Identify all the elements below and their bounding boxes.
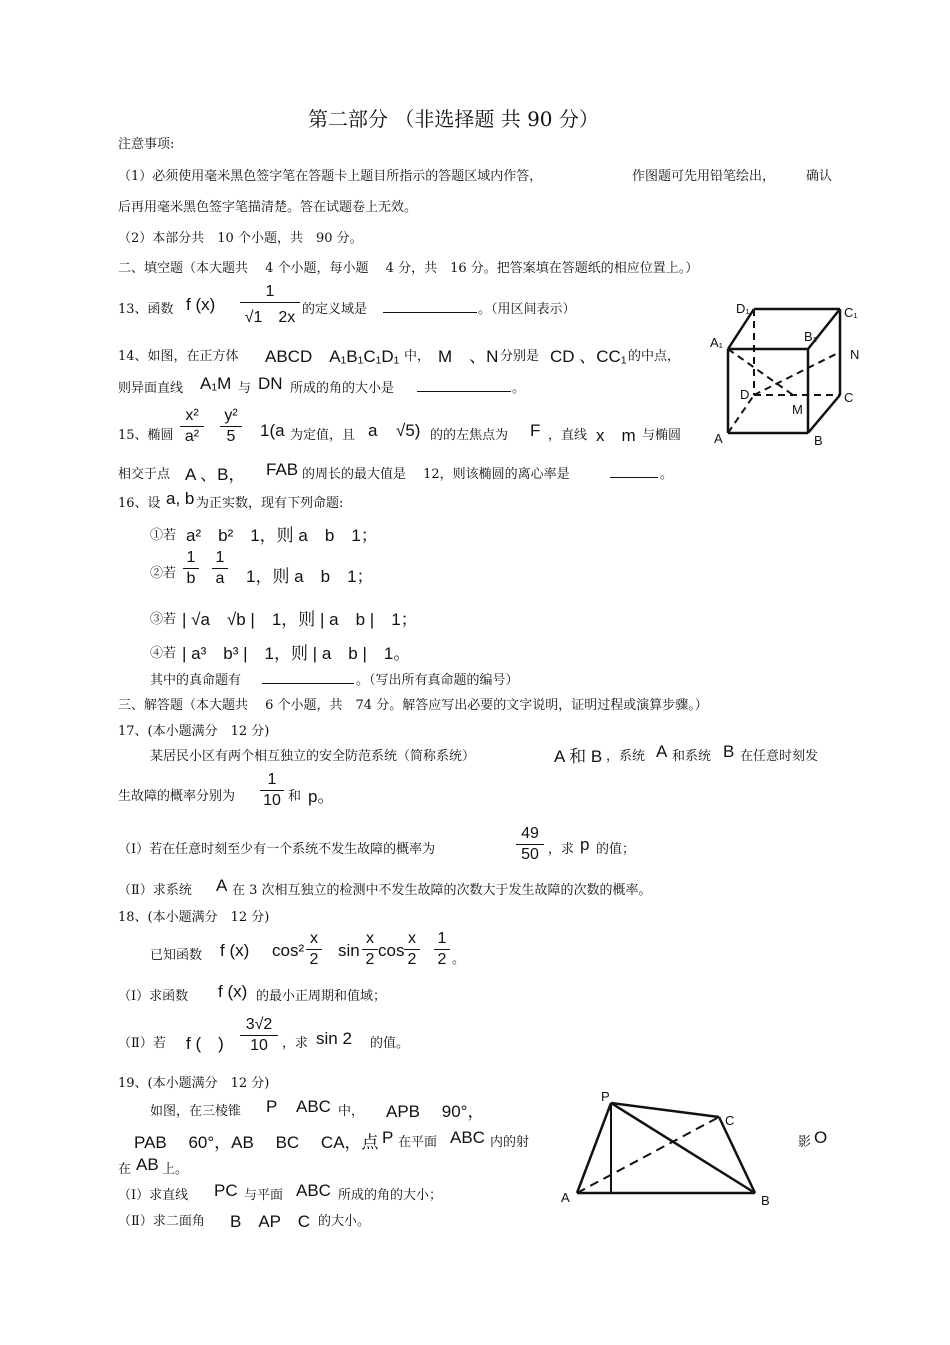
q19-part2-b: 的大小。 bbox=[318, 1214, 371, 1229]
notice-item2: （2）本部分共 10 个小题，共 90 分。 bbox=[118, 231, 363, 246]
q19-ABC: ABC bbox=[296, 1097, 331, 1116]
q18-part2-c: 的值。 bbox=[370, 1036, 410, 1051]
q16-ab: a, b bbox=[166, 489, 195, 508]
q16-claim2-frac2: 1 a bbox=[212, 549, 228, 588]
q13-f: f (x) bbox=[186, 295, 216, 314]
q17-p: p。 bbox=[308, 787, 335, 806]
q17-part2-a: （Ⅱ）求系统 bbox=[118, 883, 192, 898]
q16-text: 为正实数，现有下列命题: bbox=[196, 496, 344, 511]
q15-answer-blank[interactable] bbox=[610, 463, 658, 478]
q16-claim2-label: ②若 bbox=[150, 566, 177, 581]
q18-given: 已知函数 bbox=[150, 948, 203, 963]
q15-line2-b: 的周长的最大值是 12，则该椭圆的离心率是 bbox=[302, 467, 570, 482]
q14-desc: 分别是 bbox=[500, 349, 540, 364]
q14-tail: 的中点， bbox=[628, 349, 681, 364]
q19-line2-b: 在平面 bbox=[398, 1135, 438, 1150]
q13-fraction: 1 √1 2x bbox=[240, 283, 300, 327]
q19-part2-a: （Ⅱ）求二面角 bbox=[118, 1214, 205, 1229]
q13-suffix: 的定义域是 bbox=[302, 302, 368, 317]
page-title: 第二部分 （非选择题 共 90 分） bbox=[308, 107, 599, 131]
cube-label-B1: B₁ bbox=[804, 329, 818, 344]
q19-part2-BAPC: B AP C bbox=[230, 1212, 310, 1231]
q15-xm: x m bbox=[596, 426, 636, 445]
q18-part2-sin: sin 2 bbox=[316, 1029, 352, 1048]
q18-f: f (x) bbox=[220, 941, 250, 960]
q18-part2-b: ，求 bbox=[282, 1036, 309, 1051]
q14-prefix: 14、如图，在正方体 bbox=[118, 349, 239, 364]
q14-line2-a: 则异面直线 bbox=[118, 381, 184, 396]
q19-line3-b: 上。 bbox=[162, 1162, 189, 1177]
cube-figure bbox=[700, 295, 870, 455]
q17-part1-a: （Ⅰ）若在任意时刻至少有一个系统不发生故障的概率为 bbox=[118, 842, 436, 857]
q17-B: B bbox=[723, 742, 735, 761]
q16-claim2: 1，则 a b 1； bbox=[246, 567, 374, 586]
q15-frac-x: x² a² bbox=[180, 407, 204, 446]
q18-frac4: 1 2 bbox=[434, 930, 450, 969]
q16-claim3: | √a √b | 1，则 | a b | 1； bbox=[182, 610, 418, 629]
q19-line2: PAB 60°，AB BC CA，点 bbox=[134, 1133, 379, 1152]
q16-prefix: 16、设 bbox=[118, 496, 161, 511]
q18-part1-a: （Ⅰ）求函数 bbox=[118, 989, 189, 1004]
notice-heading: 注意事项: bbox=[118, 137, 175, 152]
q15-one: 1(a bbox=[260, 421, 285, 440]
q16-end-b: 。（写出所有真命题的编号） bbox=[356, 673, 519, 688]
q18-dot: 。 bbox=[452, 952, 466, 967]
q19-part1-c: 所成的角的大小； bbox=[338, 1188, 443, 1203]
q17-head: 17、(本小题满分 12 分) bbox=[118, 724, 270, 739]
section-answer-heading: 三、解答题（本大题共 6 个小题，共 74 分。解答应写出必要的文字说明，证明过程或演算步骤。） bbox=[118, 698, 708, 713]
q14-mid: 中， bbox=[404, 349, 431, 364]
q17-line1-b: ，系统 bbox=[606, 749, 646, 764]
q18-part1-b: 的最小正周期和值域； bbox=[256, 989, 387, 1004]
q15-AB: A 、B， bbox=[185, 465, 246, 484]
cube-label-C1: C₁ bbox=[844, 305, 858, 320]
q18-part1-f: f (x) bbox=[218, 982, 248, 1001]
q15-end: 。 bbox=[660, 467, 674, 482]
q13-sqrt-den: √1 2x bbox=[244, 309, 296, 326]
q15-line2-a: 相交于点 bbox=[118, 467, 171, 482]
notice-item1-b: 作图题可先用铅笔绘出， bbox=[632, 169, 776, 184]
q19-part1-ABC: ABC bbox=[296, 1181, 331, 1200]
q17-line1-d: 在任意时刻发 bbox=[740, 749, 819, 764]
q18-head: 18、(本小题满分 12 分) bbox=[118, 910, 270, 925]
q13-answer-blank[interactable] bbox=[383, 298, 477, 313]
q15-prefix: 15、椭圆 bbox=[118, 428, 174, 443]
tetra-label-A: A bbox=[561, 1190, 570, 1205]
q16-claim4: | a³ b³ | 1，则 | a b | 1。 bbox=[182, 644, 411, 663]
q18-part2-frac: 3√2 10 bbox=[240, 1016, 278, 1055]
q15-text2: 的的左焦点为 bbox=[430, 428, 509, 443]
q18-cos: cos bbox=[378, 941, 405, 960]
q15-text1: 为定值，且 bbox=[290, 428, 356, 443]
q14-dn: DN bbox=[258, 374, 283, 393]
q16-end-a: 其中的真命题有 bbox=[150, 673, 242, 688]
cube-label-D: D bbox=[740, 387, 750, 402]
notice-item1-d: 后再用毫米黑色签字笔描清楚。答在试题卷上无效。 bbox=[118, 200, 418, 215]
q19-APB: APB 90°， bbox=[386, 1102, 485, 1121]
q15-frac-y: y² 5 bbox=[220, 407, 242, 446]
q14-line2-c: 所成的角的大小是 bbox=[290, 381, 395, 396]
q17-part1-b: ，求 bbox=[548, 842, 575, 857]
q13-prefix: 13、函数 bbox=[118, 302, 174, 317]
q15-a: a bbox=[368, 421, 378, 440]
cube-label-B: B bbox=[814, 433, 823, 448]
q15-text3: ，直线 bbox=[548, 428, 588, 443]
q18-cos2: cos² bbox=[272, 941, 305, 960]
q19-P: P bbox=[266, 1097, 278, 1116]
q19-line2-c: 内的射 bbox=[490, 1135, 530, 1150]
q15-FAB: FAB bbox=[266, 460, 299, 479]
q17-part2-A: A bbox=[216, 876, 228, 895]
q18-frac1: x 2 bbox=[306, 930, 322, 969]
q19-line1-a: 如图，在三棱锥 bbox=[150, 1104, 242, 1119]
q17-part1-frac: 49 50 bbox=[516, 825, 544, 864]
q16-claim1-label: ①若 bbox=[150, 528, 177, 543]
q14-mn: M 、N bbox=[438, 347, 499, 366]
q13-hint: 。（用区间表示） bbox=[478, 302, 576, 317]
q15-text4: 与椭圆 bbox=[642, 428, 682, 443]
cube-label-A1: A₁ bbox=[710, 335, 724, 350]
q15-F: F bbox=[530, 421, 541, 440]
q17-frac: 1 10 bbox=[260, 771, 284, 810]
q18-part2-a: （Ⅱ）若 bbox=[118, 1036, 166, 1051]
q19-shadow: 影 bbox=[798, 1135, 812, 1150]
cube-label-C: C bbox=[844, 390, 854, 405]
q14-a1m: A₁M bbox=[200, 374, 232, 393]
q17-line2-a: 生故障的概率分别为 bbox=[118, 789, 236, 804]
q17-AB: A 和 B bbox=[554, 747, 603, 766]
q18-frac2: x 2 bbox=[362, 930, 378, 969]
q19-line2-P: P bbox=[382, 1128, 394, 1147]
q19-line3-a: 在 bbox=[118, 1162, 132, 1177]
section-fill-heading: 二、填空题（本大题共 4 个小题，每小题 4 分，共 16 分。把答案填在答题纸的相应位置上。） bbox=[118, 261, 699, 276]
q17-A: A bbox=[656, 742, 668, 761]
q18-sin: sin bbox=[338, 941, 360, 960]
q14-cube-name: ABCD A₁B₁C₁D₁ bbox=[265, 347, 400, 366]
q19-line3-AB: AB bbox=[136, 1155, 159, 1174]
cube-label-M: M bbox=[792, 402, 803, 417]
tetrahedron-figure bbox=[555, 1085, 785, 1215]
q19-part1-b: 与平面 bbox=[244, 1188, 284, 1203]
cube-label-D1: D₁ bbox=[736, 301, 750, 316]
q17-part1-c: 的值； bbox=[596, 842, 636, 857]
tetra-label-P: P bbox=[601, 1089, 610, 1104]
cube-label-N: N bbox=[850, 347, 860, 362]
q14-end: 。 bbox=[512, 381, 526, 396]
q15-root5: √5) bbox=[396, 421, 421, 440]
q14-line2-b: 与 bbox=[238, 381, 252, 396]
q16-claim2-frac1: 1 b bbox=[183, 549, 199, 588]
q17-part1-p: p bbox=[580, 835, 590, 854]
q18-part2-f: f ( ) bbox=[186, 1034, 224, 1053]
q18-frac3: x 2 bbox=[404, 930, 420, 969]
q16-answer-blank[interactable] bbox=[262, 669, 354, 684]
q17-line1-a: 某居民小区有两个相互独立的安全防范系统（简称系统） bbox=[150, 749, 476, 764]
q19-O: O bbox=[814, 1128, 828, 1147]
cube-label-A: A bbox=[714, 431, 723, 446]
q19-part1-PC: PC bbox=[214, 1181, 238, 1200]
tetra-label-B: B bbox=[761, 1193, 770, 1208]
q16-claim1: a² b² 1，则 a b 1； bbox=[186, 526, 378, 545]
q16-claim4-label: ④若 bbox=[150, 646, 177, 661]
q17-part2-b: 在 3 次相互独立的检测中不发生故障的次数大于发生故障的次数的概率。 bbox=[232, 883, 652, 898]
notice-item1-c: 确认 bbox=[806, 169, 833, 184]
tetra-label-C: C bbox=[725, 1113, 735, 1128]
q19-line2-ABC: ABC bbox=[450, 1128, 485, 1147]
q16-claim3-label: ③若 bbox=[150, 612, 177, 627]
q14-cd: CD 、CC₁ bbox=[550, 347, 627, 366]
q17-line2-b: 和 bbox=[288, 789, 302, 804]
q19-head: 19、(本小题满分 12 分) bbox=[118, 1076, 270, 1091]
q17-line1-c: 和系统 bbox=[672, 749, 712, 764]
q14-answer-blank[interactable] bbox=[417, 377, 511, 392]
q19-part1-a: （Ⅰ）求直线 bbox=[118, 1188, 189, 1203]
notice-item1-a: （1）必须使用毫米黑色签字笔在答题卡上题目所指示的答题区域内作答， bbox=[118, 169, 543, 184]
q19-line1-b: 中， bbox=[338, 1104, 365, 1119]
